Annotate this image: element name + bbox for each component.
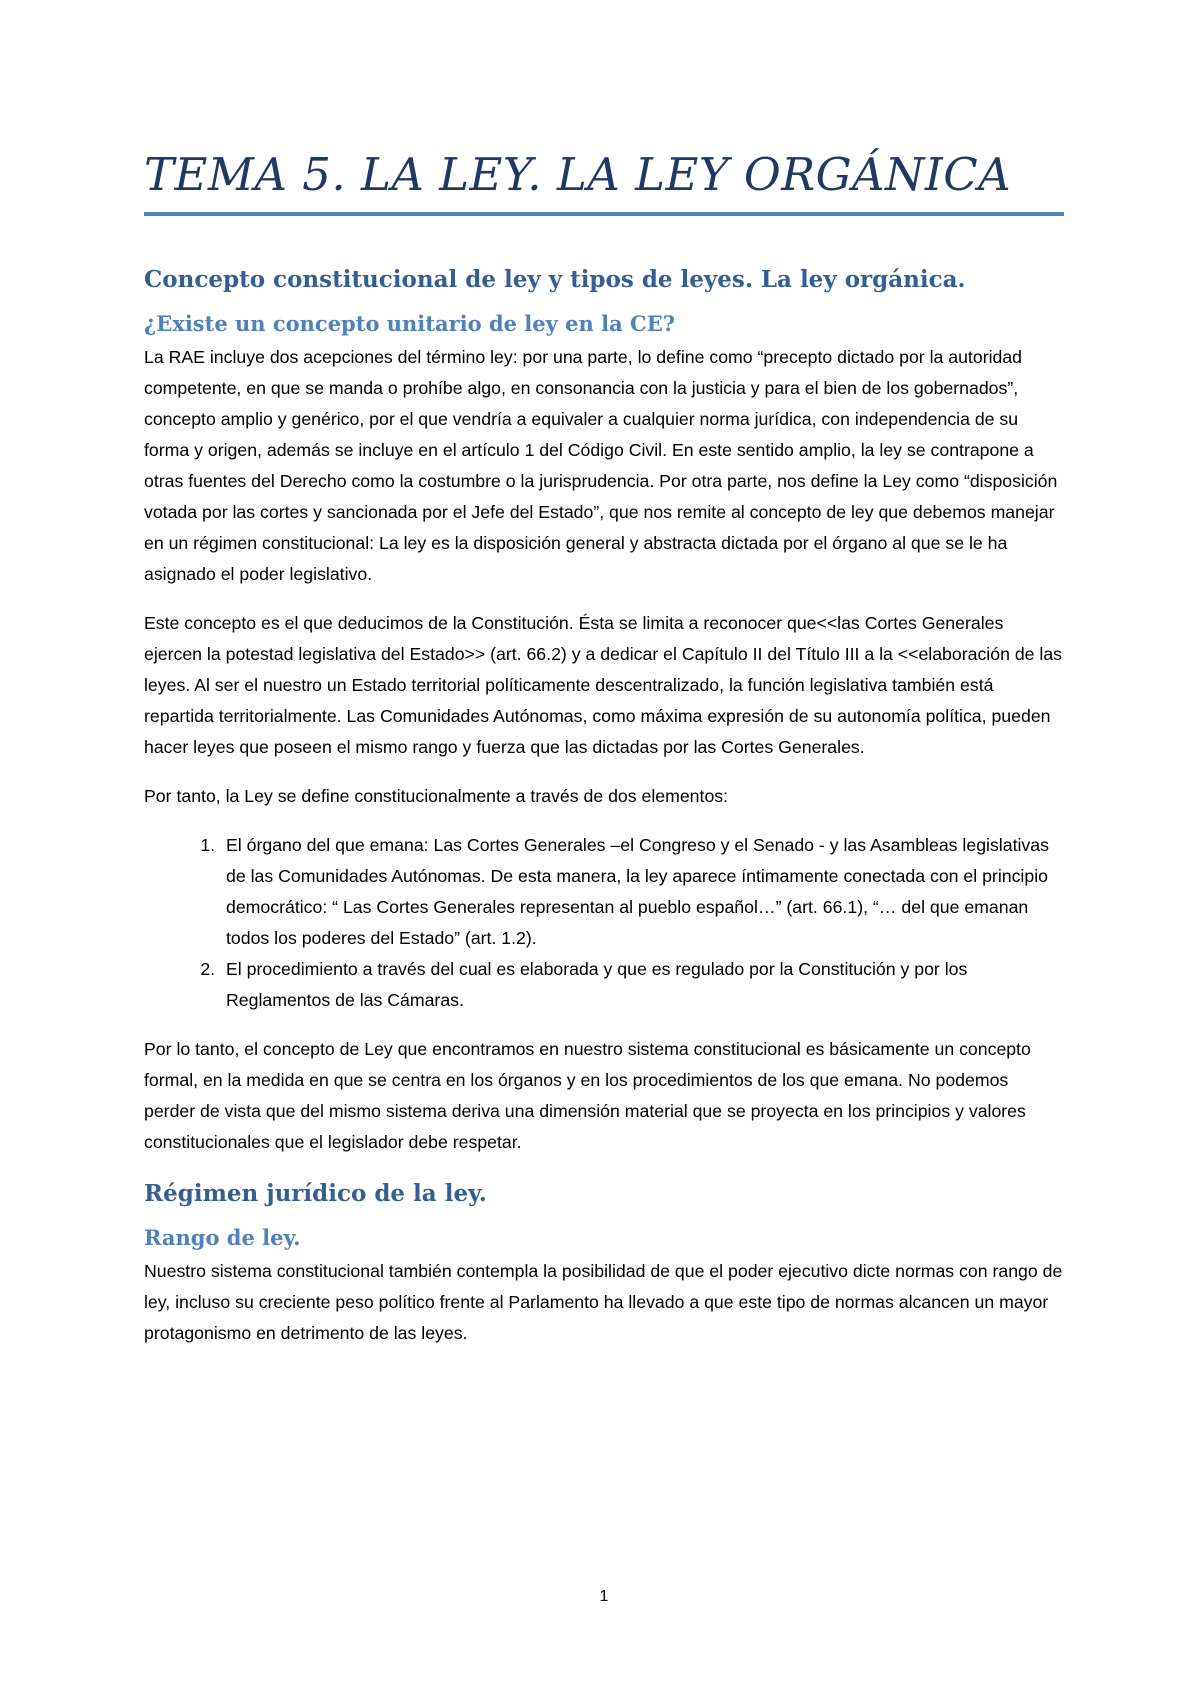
title-underline-rule xyxy=(144,212,1064,216)
paragraph-dos-elementos: Por tanto, la Ley se define constitucionalmente a través de dos elementos: xyxy=(144,786,729,806)
elements-list xyxy=(144,830,1064,1016)
document-body xyxy=(144,266,1064,1367)
paragraph-concepto-formal: Por lo tanto, el concepto de Ley que encontramos en nuestro sistema constitucional es básicamente un concepto formal, en la medida en que se centra en los órganos y en los procedimientos de los que emana. No podemos perder de vista que del mismo sistema deriva una dimensión material que se proyecta en los principios y valores constitucionales que el legislador debe respetar. xyxy=(144,1039,1031,1152)
paragraph-rae-definition: La RAE incluye dos acepciones del término ley: por una parte, lo define como “precepto dictado por la autoridad competente, en que se manda o prohíbe algo, en consonancia con la justicia y para el bien de los gobernados”, concepto amplio y genérico, por el que vendría a equivaler a cualquier norma jurídica, con independencia de su forma y origen, además se incluye en el artículo 1 del Código Civil. En este sentido amplio, la ley se contrapone a otras fuentes del Derecho como la costumbre o la jurisprudencia. Por otra parte, nos define la Ley como “disposición votada por las cortes y sancionada por el Jefe del Estado”, que nos remite al concepto de ley que debemos manejar en un régimen constitucional: La ley es la disposición general y abstracta dictada por el órgano al que se le ha asignado el poder legislativo. xyxy=(144,347,1058,584)
page-number: 1 xyxy=(599,1588,609,1605)
subheading-rango-de-ley: Rango de ley. xyxy=(144,1225,301,1250)
paragraph-constitucion: Este concepto es el que deducimos de la Constitución. Ésta se limita a reconocer que<<las Cortes Generales ejercen la potestad legislativa del Estado>> (art. 66.2) y a dedicar el Capítulo II del Título III a la <<elaboración de las leyes. Al ser el nuestro un Estado territorial políticamente descentralizado, la función legislativa también está repartida territorialmente. Las Comunidades Autónomas, como máxima expresión de su autonomía política, pueden hacer leyes que poseen el mismo rango y fuerza que las dictadas por las Cortes Generales. xyxy=(144,613,1063,757)
list-item-procedimiento: 2. El procedimiento a través del cual es elaborada y que es regulado por la Constitución y por los Reglamentos de las Cámaras. xyxy=(220,954,1064,1016)
list-item-organo: 1. El órgano del que emana: Las Cortes Generales –el Congreso y el Senado - y las Asambleas legislativas de las Comunidades Autónomas. De esta manera, la ley aparece íntimamente conectada con el principio democrático: “ Las Cortes Generales representan al pueblo español…” (art. 66.1), “… del que emanan todos los poderes del Estado” (art. 1.2). xyxy=(220,830,1064,954)
section-heading-concepto: Concepto constitucional de ley y tipos de leyes. La ley orgánica. xyxy=(144,266,966,293)
paragraph-rango-de-ley: Nuestro sistema constitucional también contempla la posibilidad de que el poder ejecutivo dicte normas con rango de ley, incluso su creciente peso político frente al Parlamento ha llevado a que este tipo de normas alcancen un mayor protagonismo en detrimento de las leyes. xyxy=(144,1261,1063,1343)
subheading-concepto-unitario: ¿Existe un concepto unitario de ley en la CE? xyxy=(144,311,676,336)
document-title: TEMA 5. LA LEY. LA LEY ORGÁNICA xyxy=(144,148,1012,201)
section-heading-regimen: Régimen jurídico de la ley. xyxy=(144,1180,487,1207)
